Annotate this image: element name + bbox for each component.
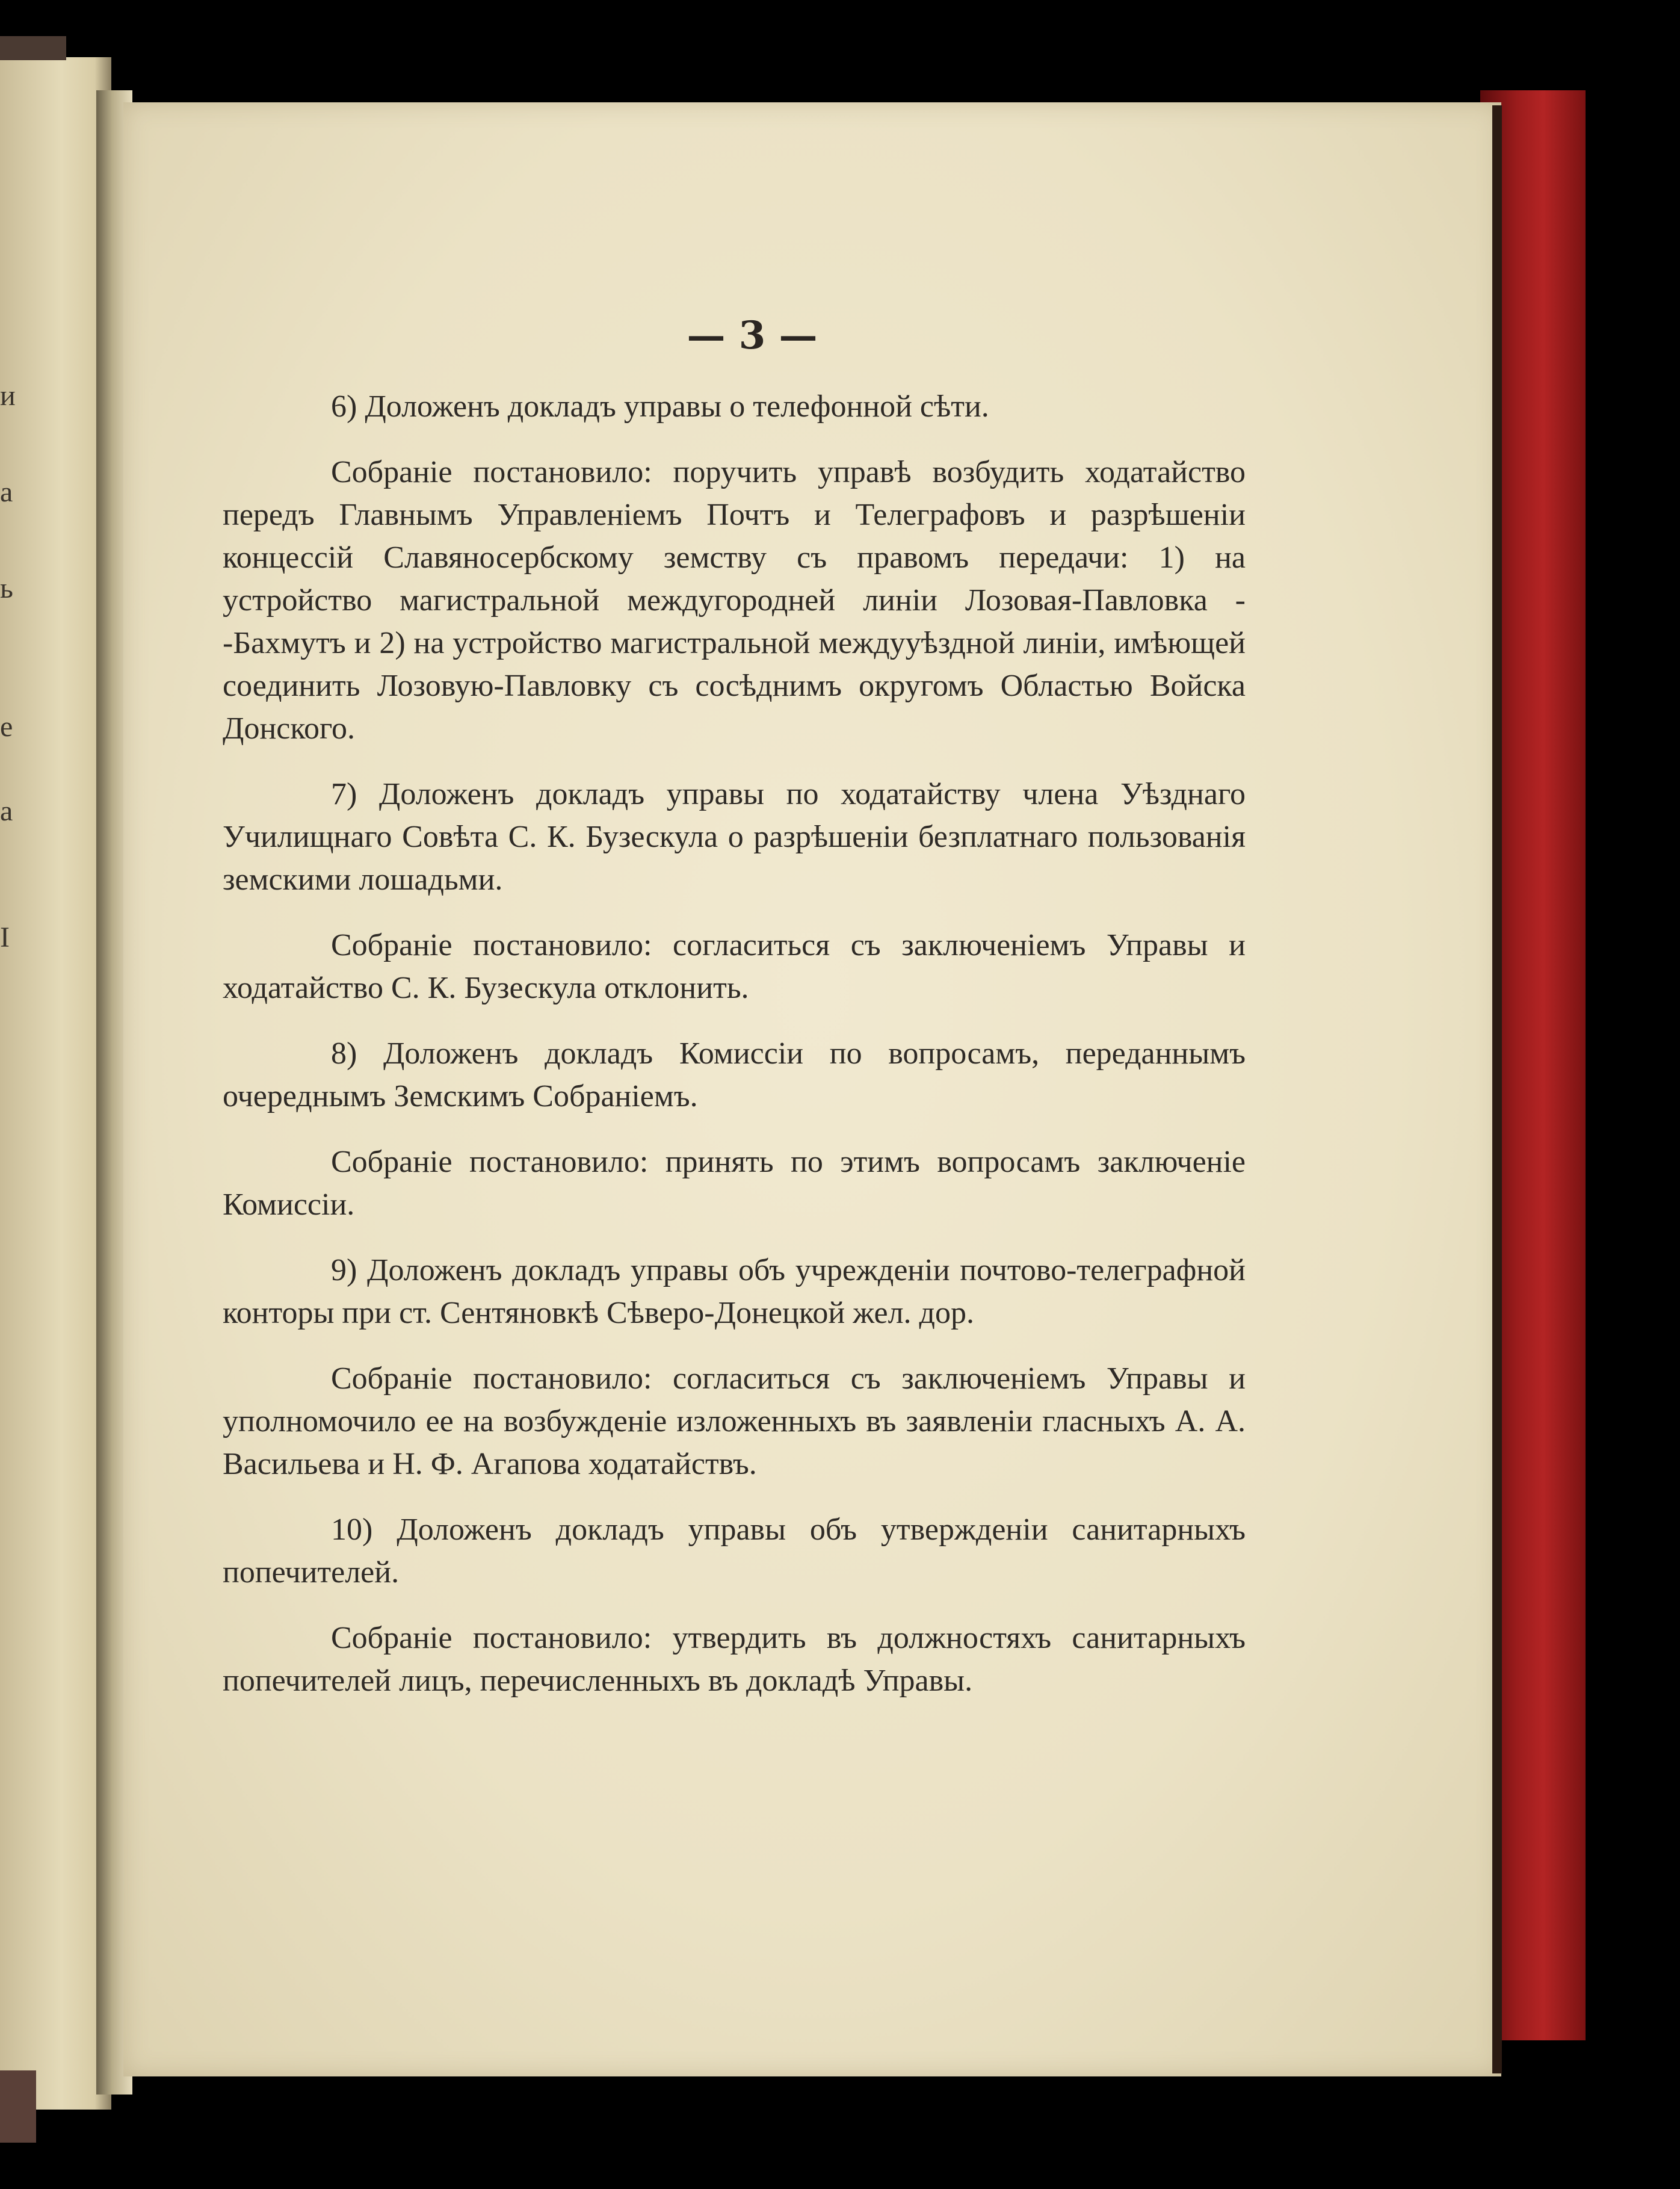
left-fragment: и xyxy=(0,380,16,412)
paragraph-resolution-9: Собраніе постановило: согласиться съ заключеніемъ Управы и уполномочило ее на возбужденіе изложенныхъ въ заявленіи гласныхъ А. А. Васильева и Н. Ф. Агапова ходатайствъ. xyxy=(223,1361,1246,1481)
paragraph-item-9: 9) Доложенъ докладъ управы объ учрежденіи почтово-телеграфной конторы при ст. Сентяновкѣ Сѣверо-Донецкой жел. дор. xyxy=(223,1253,1246,1330)
paragraph-item-6: 6) Доложенъ докладъ управы о телефонной сѣти. xyxy=(331,389,989,424)
paragraph-item-7: 7) Доложенъ докладъ управы по ходатайству члена Уѣзднаго Училищнаго Совѣта С. К. Бузескула о разрѣшеніи безплатнаго пользованія земскими лошадьми. xyxy=(223,777,1246,897)
left-fragment: а xyxy=(0,476,13,508)
paragraph-resolution-7: Собраніе постановило: согласиться съ заключеніемъ Управы и ходатайство С. К. Бузескула отклонить. xyxy=(223,928,1246,1005)
page-edge-shadow xyxy=(1492,105,1502,2073)
paragraph-resolution-8: Собраніе постановило: принять по этимъ вопросамъ заключеніе Комиссіи. xyxy=(223,1145,1246,1222)
left-fragment: ь xyxy=(0,572,13,604)
paragraph-resolution-6: Собраніе постановило: поручить управѣ возбудить ходатайство передъ Главнымъ Управленіемъ Почтъ и Телеграфовъ и разрѣшеніи концессій Славяносербскому земству съ правомъ передачи: 1) на устройство магистральной междугородней линіи Лозовая-Павловка - -Бахмутъ и 2) на устройство магистральной междууѣздной линіи, имѣющей соединить Лозовую-Павловку съ сосѣднимъ округомъ Областью Войска Донского. xyxy=(223,455,1246,746)
paragraph-item-10: 10) Доложенъ докладъ управы объ утвержденіи санитарныхъ попечителей. xyxy=(223,1512,1246,1590)
page-number: — 3 — xyxy=(687,313,818,358)
left-cover-cloth-bottom xyxy=(0,2070,36,2143)
paragraph-resolution-10: Собраніе постановило: утвердить въ должностяхъ санитарныхъ попечителей лицъ, перечисленныхъ въ докладѣ Управы. xyxy=(223,1621,1246,1698)
left-fragment: I xyxy=(0,921,10,953)
paragraph-item-8: 8) Доложенъ докладъ Комиссіи по вопросамъ, переданнымъ очереднымъ Земскимъ Собраніемъ. xyxy=(223,1036,1246,1113)
page-text xyxy=(223,385,1246,1702)
left-fragment: а xyxy=(0,795,13,827)
left-page-edge xyxy=(0,57,111,2110)
left-cover-cloth xyxy=(0,36,66,60)
left-fragment: е xyxy=(0,711,13,743)
